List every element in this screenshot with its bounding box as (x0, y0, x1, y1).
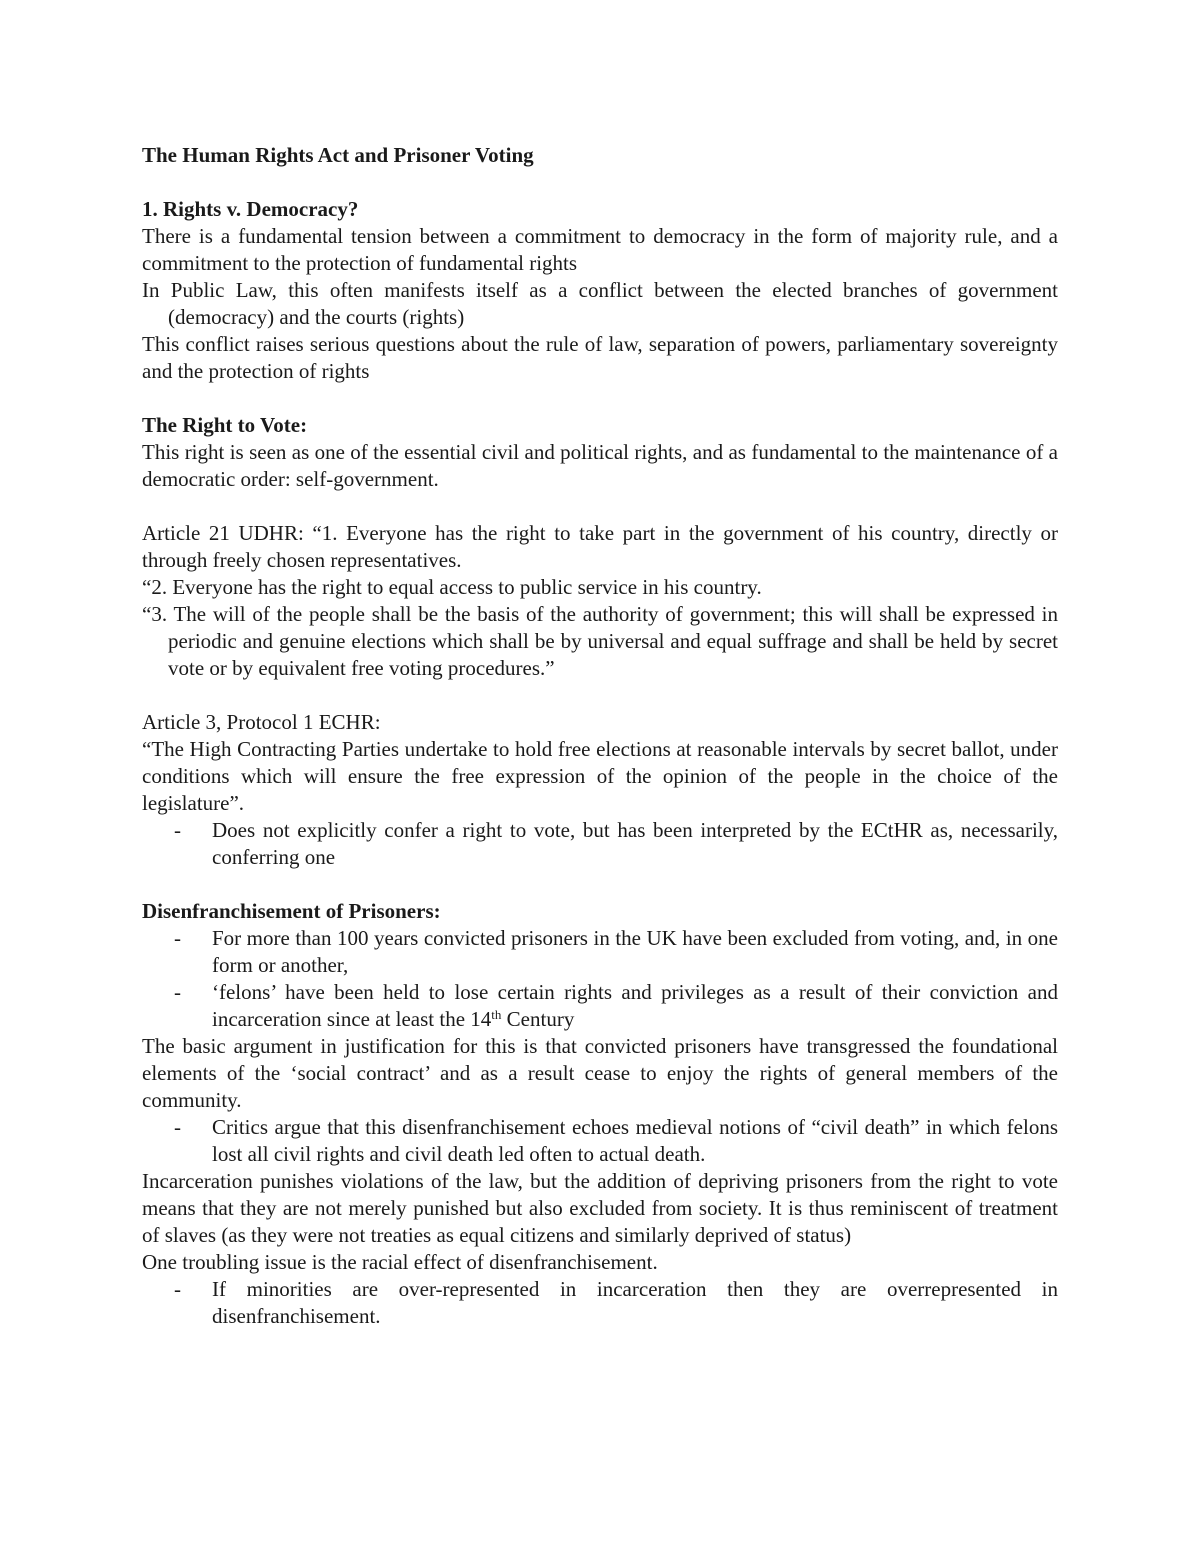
bullet-marker: - (174, 1115, 181, 1139)
list-item (142, 817, 1058, 871)
list-item-text: For more than 100 years convicted prisoners in the UK have been excluded from voting, and, in one form or another, (212, 926, 1058, 977)
list-item (142, 1276, 1058, 1330)
section-heading-rights-democracy: 1. Rights v. Democracy? (142, 197, 359, 221)
paragraph: The basic argument in justification for this is that convicted prisoners have transgressed the foundational elements of the ‘social contract’ and as a result cease to enjoy the rights of general members of the community. (142, 1034, 1058, 1112)
list-item-text: ‘felons’ have been held to lose certain rights and privileges as a result of their conviction and incarceration since at least the 14 (212, 980, 1058, 1031)
paragraph: Incarceration punishes violations of the law, but the addition of depriving prisoners from the right to vote means that they are not merely punished but also excluded from society. It is thus reminiscent of treatment of slaves (as they were not treaties as equal citizens and similarly deprived of status) (142, 1169, 1058, 1247)
spacer (142, 385, 1058, 412)
superscript: th (491, 1007, 502, 1022)
list-item-text: If minorities are over-represented in incarceration then they are overrepresented in disenfranchisement. (212, 1277, 1058, 1328)
list-item (142, 979, 1058, 1033)
list-item-text: Critics argue that this disenfranchisement echoes medieval notions of “civil death” in which felons lost all civil rights and civil death led often to actual death. (212, 1115, 1058, 1166)
udhr-quote-3: “3. The will of the people shall be the basis of the authority of government; this will shall be expressed in periodic and genuine elections which shall be by universal and equal suffrage and shall be held by secret vote or by equivalent free voting procedures.” (142, 602, 1058, 680)
bullet-marker: - (174, 1277, 181, 1301)
echr-quote: “The High Contracting Parties undertake to hold free elections at reasonable intervals by secret ballot, under conditions which will ensure the free expression of the opinion of the people in the choice of the legislature”. (142, 737, 1058, 815)
udhr-quote-2: “2. Everyone has the right to equal access to public service in his country. (142, 575, 762, 599)
spacer (142, 169, 1058, 196)
document-title: The Human Rights Act and Prisoner Voting (142, 143, 534, 167)
bullet-marker: - (174, 980, 181, 1004)
bullet-marker: - (174, 926, 181, 950)
list-item-text: Century (501, 1007, 575, 1031)
spacer (142, 493, 1058, 520)
udhr-quote-1: Article 21 UDHR: “1. Everyone has the right to take part in the government of his country, directly or through freely chosen representatives. (142, 521, 1058, 572)
spacer (142, 871, 1058, 898)
paragraph: One troubling issue is the racial effect of disenfranchisement. (142, 1250, 658, 1274)
bullet-marker: - (174, 818, 181, 842)
list-item-text: Does not explicitly confer a right to vote, but has been interpreted by the ECtHR as, necessarily, conferring one (212, 818, 1058, 869)
list-item (142, 1114, 1058, 1168)
spacer (142, 682, 1058, 709)
echr-label: Article 3, Protocol 1 ECHR: (142, 710, 381, 734)
section-heading-disenfranchisement: Disenfranchisement of Prisoners: (142, 899, 441, 923)
paragraph: This right is seen as one of the essential civil and political rights, and as fundamental to the maintenance of a democratic order: self-government. (142, 440, 1058, 491)
list-item (142, 925, 1058, 979)
section-heading-right-to-vote: The Right to Vote: (142, 413, 308, 437)
paragraph: In Public Law, this often manifests itself as a conflict between the elected branches of government (democracy) and the courts (rights) (142, 278, 1058, 329)
paragraph: There is a fundamental tension between a commitment to democracy in the form of majority rule, and a commitment to the protection of fundamental rights (142, 224, 1058, 275)
document-page (142, 142, 1058, 1330)
paragraph: This conflict raises serious questions about the rule of law, separation of powers, parliamentary sovereignty and the protection of rights (142, 332, 1058, 383)
